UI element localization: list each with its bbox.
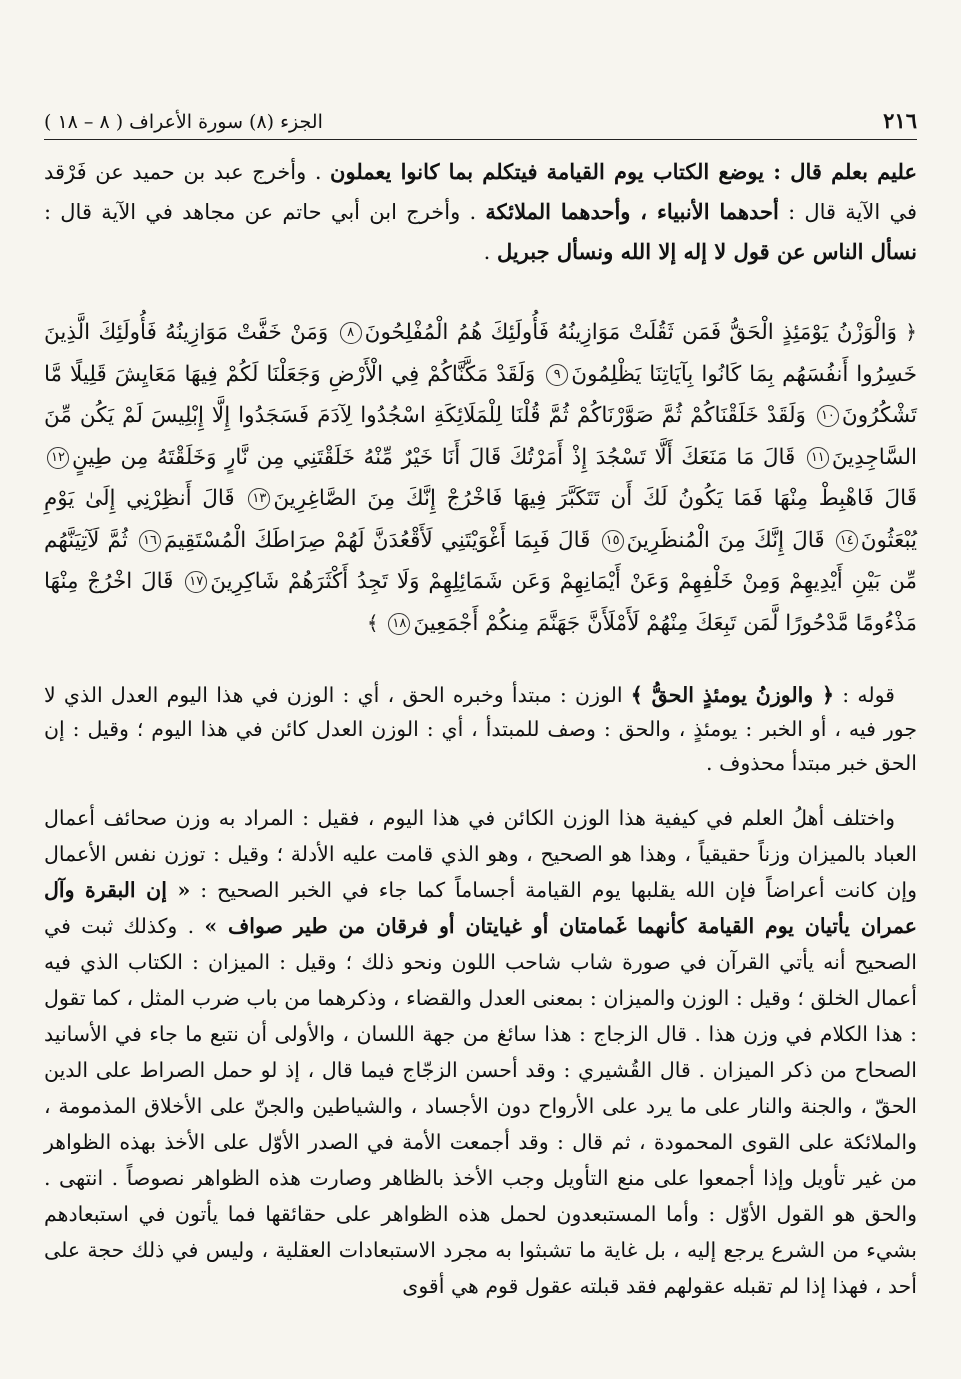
commentary-paragraph-2: [44, 800, 917, 1304]
ayah-number-11: ١١: [807, 447, 829, 469]
quran-close-bracket: ﴾: [366, 610, 379, 635]
comm1-quoted-verse: ﴿ والوزنُ يومئذٍ الحقُّ ﴾: [630, 683, 835, 707]
verse-11: وَلَقَدْ خَلَقْنَاكُمْ ثُمَّ صَوَّرْنَاكُمْ ثُمَّ قُلْنَا لِلْمَلَائِكَةِ اسْجُدُوا لِآدَمَ فَسَجَدُوا إِلَّا إِبْلِيسَ لَمْ يَكُن مِّنَ السَّاجِدِينَ: [44, 403, 917, 470]
page-header: [44, 100, 917, 140]
commentary-paragraph-1: [44, 678, 917, 780]
verse-16: قَالَ فَبِمَا أَغْوَيْتَنِي لَأَقْعُدَنَّ لَهُمْ صِرَاطَكَ الْمُسْتَقِيمَ: [163, 527, 591, 553]
verse-10: وَلَقَدْ مَكَّنَّاكُمْ فِي الْأَرْضِ وَجَعَلْنَا لَكُمْ فِيهَا مَعَايِشَ قَلِيلًا مَّا تَشْكُرُونَ: [44, 361, 917, 428]
running-title: الجزء (٨) سورة الأعراف ( ٨ – ١٨ ): [44, 111, 323, 133]
verse-8: وَالْوَزْنُ يَوْمَئِذٍ الْحَقُّ فَمَن ثَقُلَتْ مَوَازِينُهُ فَأُولَئِكَ هُمُ الْمُفْلِحُونَ: [364, 320, 897, 345]
comm1-text: الوزن : مبتدأ وخبره الحق ، أي : الوزن في هذا اليوم العدل الذي لا جور فيه ، أو الخبر : يومئذٍ ، والحق : وصف للمبتدأ ، أي : الوزن العدل كائن في هذا اليوم ؛ وقيل : إن الحق خبر مبتدأ محذوف .: [44, 683, 917, 775]
intro-bold-3: أحدهما الأنبياء ، وأحدهما الملائكة: [485, 199, 779, 224]
ayah-number-18: ١٨: [388, 613, 410, 635]
ayah-number-10: ١٠: [817, 405, 839, 427]
ayah-number-12: ١٢: [47, 447, 69, 469]
verse-17: ثُمَّ لَآتِيَنَّهُم مِّن بَيْنِ أَيْدِيهِمْ وَمِنْ خَلْفِهِمْ وَعَنْ أَيْمَانِهِمْ وَعَن شَمَائِلِهِمْ وَلَا تَجِدُ أَكْثَرَهُمْ شَاكِرِينَ: [44, 527, 917, 594]
intro-text-2: . وأخرج عبد بن حميد عن فَرْقد في الآية قال :: [44, 160, 917, 224]
ayah-number-14: ١٤: [836, 530, 858, 552]
comm2-text-a: واختلف أهلُ العلم في كيفية هذا الوزن الكائن في هذا اليوم ، فقيل : المراد به وزن صحائف أعمال العباد بالميزان وزناً حقيقياً ، وهذا هو الصحيح ، وهو الذي قامت عليه الأدلة ؛ وقيل : توزن نفس الأعمال وإن كانت أعراضاً فإن الله يقلبها يوم القيامة أجساماً كما جاء في الخبر الصحيح :: [44, 806, 917, 902]
intro-paragraph: [44, 152, 917, 272]
intro-bold-1: عليم بعلم قال : يوضع الكتاب يوم القيامة فيتكلم بما كانوا يعملون: [330, 159, 917, 184]
intro-bold-5: نسأل الناس عن قول لا إله إلا الله ونسأل جبريل: [496, 239, 917, 264]
verse-18: قَالَ اخْرُجْ مِنْهَا مَذْءُومًا مَّدْحُورًا لَّمَن تَبِعَكَ مِنْهُمْ لَأَمْلَأَنَّ جَهَنَّمَ مِنكُمْ أَجْمَعِينَ: [44, 569, 917, 636]
verse-14: قَالَ أَنظِرْنِي إِلَىٰ يَوْمِ يُبْعَثُونَ: [44, 486, 917, 553]
ayah-number-15: ١٥: [602, 530, 624, 552]
verse-13: قَالَ فَاهْبِطْ مِنْهَا فَمَا يَكُونُ لَكَ أَن تَتَكَبَّرَ فِيهَا فَاخْرُجْ إِنَّكَ مِنَ الصَّاغِرِينَ: [273, 486, 917, 511]
ayah-number-16: ١٦: [139, 530, 161, 552]
verse-12: قَالَ مَا مَنَعَكَ أَلَّا تَسْجُدَ إِذْ أَمَرْتُكَ قَالَ أَنَا خَيْرٌ مِّنْهُ خَلَقْتَنِي مِن نَّارٍ وَخَلَقْتَهُ مِن طِينٍ: [72, 444, 796, 470]
intro-text-6: .: [483, 240, 497, 264]
verse-9: وَمَنْ خَفَّتْ مَوَازِينُهُ فَأُولَئِكَ الَّذِينَ خَسِرُوا أَنفُسَهُم بِمَا كَانُوا بِآيَاتِنَا يَظْلِمُونَ: [44, 320, 917, 387]
ayah-number-9: ٩: [546, 364, 568, 386]
quran-verses: [44, 312, 917, 644]
quran-open-bracket: ﴿: [905, 320, 918, 344]
page-number: ٢١٦: [883, 108, 917, 133]
comm2-text-c: . وكذلك ثبت في الصحيح أنه يأتي القرآن في صورة شاب شاحب اللون ونحو ذلك ؛ وقيل : الميزان : الكتاب الذي فيه أعمال الخلق ؛ وقيل : الوزن والميزان : بمعنى العدل والقضاء ، وذكرهما من باب ضرب المثل ، كما تقول : هذا الكلام في وزن هذا . قال الزجاج : هذا سائغ من جهة اللسان ، والأولى أن نتبع ما جاء في الأسانيد الصحاح من ذكر الميزان . قال القُشيري : وقد أحسن الزجّاج فيما قال ، إذ لو حمل الصراط على الدين الحقّ ، والجنة والنار على ما يرد على الأرواح دون الأجساد ، والشياطين والجنّ على الأخلاق المذمومة ، والملائكة على القوى المحمودة ، ثم قال : وقد أجمعت الأمة في الصدر الأوّل على الأخذ بهذه الظواهر من غير تأويل وإذا أجمعوا على منع التأويل وجب الأخذ بالظاهر وصارت هذه الظواهر نصوصاً . انتهى . والحق هو القول الأوّل : وأما المستبعدون لحمل هذه الظواهر على حقائقها فما يأتون في استبعادهم بشيء من الشرع يرجع إليه ، بل غاية ما تشبثوا به مجرد الاستبعادات العقلية ، وليس في ذلك حجة على أحد ، فهذا إذا لم تقبله عقولهم فقد قبلته عقول قوم هي أقوى: [44, 914, 917, 1298]
ayah-number-17: ١٧: [185, 571, 207, 593]
comm2-hadith: « إن البقرة وآل عمران يأتيان يوم القيامة كأنهما غَمامتان أو غيايتان أو فرقان من طير صواف »: [44, 878, 918, 938]
verse-15: قَالَ إِنَّكَ مِنَ الْمُنظَرِينَ: [626, 527, 825, 553]
comm1-lead: قوله :: [834, 683, 895, 707]
ayah-number-8: ٨: [340, 322, 362, 344]
intro-text-4: . وأخرج ابن أبي حاتم عن مجاهد في الآية قال :: [44, 200, 486, 224]
ayah-number-13: ١٣: [248, 488, 270, 510]
